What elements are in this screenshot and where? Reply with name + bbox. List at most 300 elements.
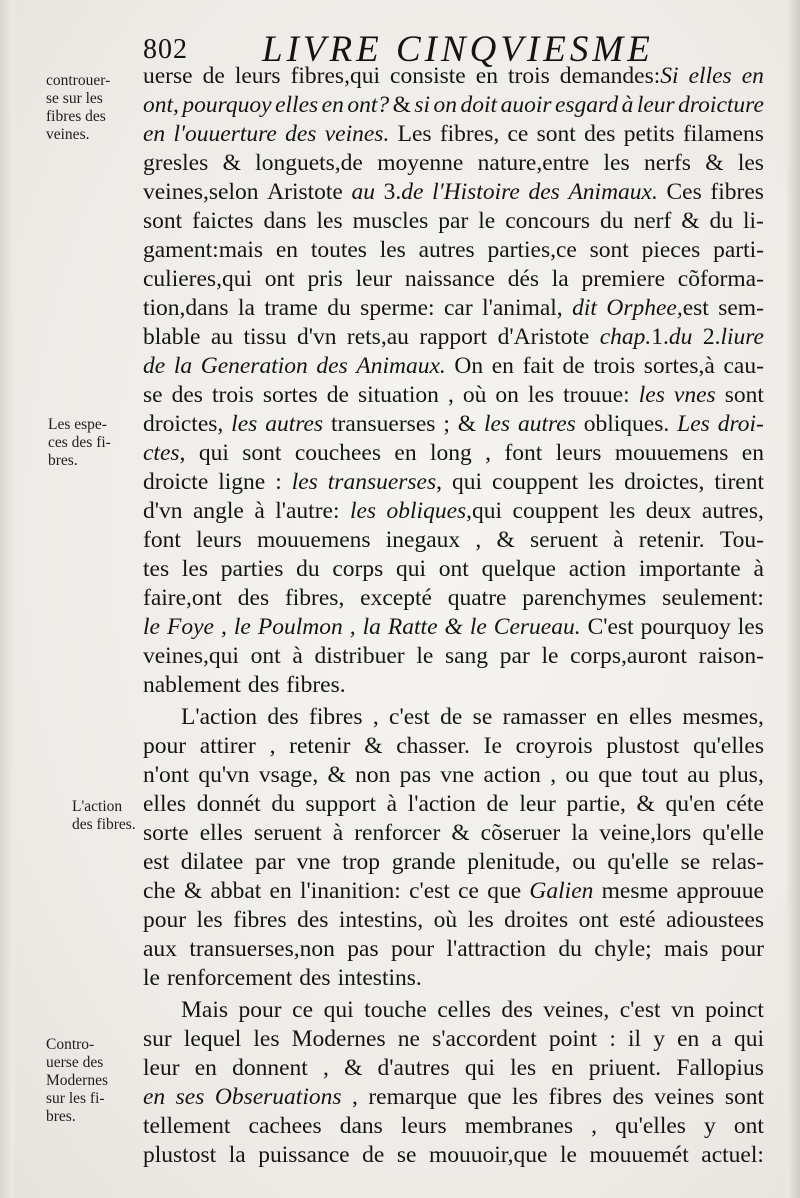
- word-fragment: du: [600, 208, 624, 234]
- word: [639, 381, 665, 409]
- word-fragment: qu'vn: [198, 762, 250, 788]
- word: [356, 265, 393, 293]
- word-fragment: les: [467, 907, 494, 933]
- word: [430, 439, 472, 467]
- word-fragment: remarque: [368, 1084, 458, 1110]
- word-fragment: sortes,à: [643, 353, 715, 379]
- word: [339, 906, 423, 934]
- word-fragment: parenchymes: [522, 585, 647, 611]
- word: [322, 91, 344, 119]
- word: [550, 761, 556, 789]
- word-fragment: des: [528, 179, 560, 205]
- word-fragment: qui: [733, 1026, 764, 1052]
- word-fragment: cõseruer: [480, 820, 561, 846]
- word: [440, 761, 474, 789]
- word-fragment: les: [196, 907, 223, 933]
- word: [300, 877, 401, 905]
- text-line: [143, 497, 764, 525]
- word: [713, 236, 764, 264]
- word: [607, 848, 669, 876]
- word-fragment: du: [296, 556, 320, 582]
- word: [193, 497, 244, 525]
- text-line: [143, 468, 764, 496]
- word: [484, 410, 510, 438]
- word-fragment: transuerses: [327, 469, 437, 495]
- word-fragment: sem-: [718, 295, 764, 321]
- word: [347, 323, 409, 351]
- word: [275, 468, 282, 496]
- word: [567, 790, 626, 818]
- word-fragment: Ratte: [387, 614, 438, 640]
- word: [270, 877, 292, 905]
- word: [267, 703, 298, 731]
- word-fragment: les: [231, 411, 258, 437]
- word-fragment: dés: [507, 266, 540, 292]
- word: [599, 819, 691, 847]
- word: [263, 207, 306, 235]
- word-fragment: elles: [275, 92, 319, 118]
- word-fragment: droites: [504, 907, 569, 933]
- word-fragment: cachees: [248, 1113, 322, 1139]
- word: [255, 848, 285, 876]
- word: [143, 935, 177, 963]
- word: [671, 996, 695, 1024]
- word-fragment: en: [194, 1055, 217, 1081]
- word-fragment: les: [291, 469, 318, 495]
- word: [143, 62, 193, 90]
- word: [478, 207, 495, 235]
- word-fragment: Ie: [483, 733, 502, 759]
- word-fragment: intestins,: [338, 907, 424, 933]
- word-fragment: plustost: [606, 733, 680, 759]
- word-fragment: filamens: [682, 121, 764, 147]
- word: [215, 1083, 342, 1111]
- word: [143, 294, 229, 322]
- word: [229, 1141, 246, 1169]
- word: [333, 819, 343, 847]
- word-fragment: autres,: [701, 498, 764, 524]
- word: [380, 236, 406, 264]
- text-line: [143, 1054, 764, 1082]
- word: [734, 1025, 764, 1053]
- word: [478, 149, 590, 177]
- word-fragment: leurs: [555, 440, 602, 466]
- word: [323, 1054, 329, 1082]
- word: [212, 381, 254, 409]
- word: [419, 323, 487, 351]
- word: [210, 877, 261, 905]
- word: [292, 1025, 386, 1053]
- word-fragment: &: [364, 733, 383, 759]
- word: [396, 732, 470, 760]
- text-line: [143, 1112, 764, 1140]
- word-fragment: par: [438, 208, 469, 234]
- word: [292, 996, 313, 1024]
- word-fragment: ont: [264, 266, 295, 292]
- word: [197, 790, 261, 818]
- word-fragment: la: [237, 295, 255, 321]
- word: [724, 352, 764, 380]
- word: [340, 1112, 383, 1140]
- margin-note-line: controuer-: [46, 72, 111, 89]
- word-fragment: seruent: [529, 527, 598, 553]
- text-line: [143, 381, 764, 409]
- word-fragment: nerf: [633, 208, 672, 234]
- word: [291, 62, 380, 90]
- word-fragment: à: [753, 556, 764, 582]
- text-line: [143, 1141, 764, 1169]
- word: [195, 1054, 217, 1082]
- word: [143, 178, 259, 206]
- word: [565, 761, 589, 789]
- word-fragment: corps: [332, 556, 384, 582]
- word-fragment: qui: [323, 997, 354, 1023]
- margin-note-line: Les espe-: [48, 416, 107, 433]
- word-fragment: chasser.: [396, 733, 470, 759]
- word-fragment: ont: [250, 643, 281, 669]
- word-fragment: grande: [391, 849, 456, 875]
- word-fragment: ne: [397, 1026, 420, 1052]
- word: [676, 877, 763, 905]
- word: [434, 91, 458, 119]
- word: [699, 642, 764, 670]
- word-fragment: ou: [565, 762, 589, 788]
- word: [549, 1025, 597, 1053]
- word-fragment: a: [711, 1026, 722, 1052]
- word: [311, 236, 367, 264]
- word-fragment: leur: [636, 92, 675, 118]
- word: [297, 848, 331, 876]
- word-fragment: mouuemens: [256, 527, 371, 553]
- word: [579, 906, 609, 934]
- word: [703, 323, 764, 351]
- word-fragment: couppent: [512, 498, 599, 524]
- word-fragment: le: [560, 1142, 577, 1168]
- word-fragment: les: [609, 498, 636, 524]
- text-line: [143, 120, 764, 148]
- word: [604, 149, 630, 177]
- word: [702, 819, 764, 847]
- word-fragment: qu'elles: [615, 1113, 686, 1139]
- word-fragment: veines,selon: [143, 179, 259, 205]
- word-fragment: droicture: [678, 92, 764, 118]
- word: [678, 91, 764, 119]
- word: [347, 935, 378, 963]
- word-fragment: &: [222, 150, 241, 176]
- word: [448, 381, 454, 409]
- word-fragment: les: [316, 208, 343, 234]
- word: [143, 410, 223, 438]
- word: [396, 555, 426, 583]
- word-fragment: ,: [475, 527, 482, 553]
- word: [629, 703, 672, 731]
- word-fragment: pris: [307, 266, 343, 292]
- word: [508, 265, 539, 293]
- word: [285, 120, 316, 148]
- word: [342, 848, 380, 876]
- word-fragment: sont: [589, 237, 629, 263]
- word-fragment: du: [271, 791, 295, 817]
- word: [463, 381, 487, 409]
- word-fragment: le: [478, 208, 496, 234]
- word-fragment: à: [332, 820, 344, 846]
- word-fragment: doit: [460, 92, 498, 118]
- word-fragment: plus,: [718, 762, 764, 788]
- word-fragment: li-: [743, 208, 764, 234]
- word-fragment: &: [457, 411, 477, 437]
- word-fragment: excepté: [360, 585, 432, 611]
- word: [327, 294, 351, 322]
- word-fragment: de: [143, 353, 166, 379]
- word-fragment: en: [394, 440, 417, 466]
- word-fragment: de: [401, 179, 424, 205]
- word-fragment: ,: [323, 1055, 329, 1081]
- word: [609, 1025, 616, 1053]
- word: [167, 613, 214, 641]
- word: [143, 381, 163, 409]
- word: [555, 91, 618, 119]
- word: [360, 584, 432, 612]
- word-fragment: trouue:: [563, 382, 630, 408]
- word: [234, 613, 251, 641]
- word-fragment: Les: [397, 121, 432, 147]
- word-fragment: ,: [447, 382, 454, 408]
- word-fragment: parties: [220, 556, 284, 582]
- word: [378, 1054, 450, 1082]
- word: [198, 761, 249, 789]
- word-fragment: fibres,: [284, 585, 345, 611]
- word-fragment: en: [143, 121, 166, 147]
- word: [352, 1083, 358, 1111]
- word: [718, 410, 764, 438]
- word-fragment: les: [181, 556, 208, 582]
- word: [738, 613, 764, 641]
- word-fragment: ont: [438, 556, 469, 582]
- word: [467, 848, 560, 876]
- word-fragment: sont: [724, 1084, 764, 1110]
- word: [143, 265, 252, 293]
- word: [143, 91, 179, 119]
- word: [637, 790, 655, 818]
- word-fragment: retenir: [289, 733, 351, 759]
- word-fragment: retenir.: [638, 527, 705, 553]
- word-fragment: action: [568, 556, 627, 582]
- word: [254, 497, 264, 525]
- word-fragment: s'accordent: [432, 1026, 537, 1052]
- word: [452, 468, 482, 496]
- word-fragment: adioustees: [666, 907, 764, 933]
- word: [233, 906, 287, 934]
- word-fragment: &: [451, 820, 470, 846]
- word: [143, 732, 186, 760]
- word: [176, 1083, 205, 1111]
- word-fragment: 3.: [383, 179, 402, 205]
- word: [432, 1025, 537, 1053]
- word: [143, 497, 182, 525]
- word: [181, 848, 244, 876]
- text-line: [143, 642, 764, 670]
- word: [588, 468, 614, 496]
- word-fragment: leurs: [234, 63, 281, 89]
- word-fragment: Foye: [166, 614, 214, 640]
- word: [394, 439, 416, 467]
- word: [721, 935, 764, 963]
- word-fragment: d'vn: [296, 324, 337, 350]
- word: [143, 1025, 172, 1053]
- word-fragment: uerse: [143, 63, 193, 89]
- word-fragment: point: [548, 1026, 598, 1052]
- word: [495, 381, 519, 409]
- word-fragment: la: [362, 614, 381, 640]
- word: [255, 149, 363, 177]
- word-fragment: donnét: [196, 791, 261, 817]
- word-fragment: L'action: [181, 704, 258, 730]
- word-fragment: chap.: [599, 324, 652, 350]
- word-fragment: :: [609, 1026, 616, 1052]
- word-fragment: trois: [593, 353, 636, 379]
- word: [397, 1141, 417, 1169]
- word: [622, 91, 634, 119]
- word-fragment: nablement: [143, 672, 241, 698]
- word: [251, 642, 281, 670]
- word: [598, 761, 632, 789]
- word: [704, 1112, 716, 1140]
- word-fragment: qui: [464, 1055, 495, 1081]
- word-fragment: du: [668, 324, 693, 350]
- word-fragment: tes: [143, 556, 170, 582]
- word: [613, 1083, 644, 1111]
- word-fragment: les: [379, 237, 406, 263]
- word: [596, 703, 618, 731]
- word: [681, 848, 701, 876]
- word-fragment: vn: [671, 997, 695, 1023]
- word: [368, 1083, 457, 1111]
- word: [593, 352, 635, 380]
- word: [676, 1054, 763, 1082]
- word: [249, 1112, 322, 1140]
- word: [248, 671, 279, 699]
- word-fragment: support: [305, 791, 376, 817]
- word-fragment: &: [392, 92, 411, 118]
- word-fragment: le: [416, 643, 434, 669]
- word-fragment: puissance: [258, 1142, 350, 1168]
- word: [682, 703, 764, 731]
- word-fragment: du: [558, 936, 582, 962]
- word: [384, 178, 424, 206]
- word-fragment: les: [527, 382, 555, 408]
- word: [485, 439, 491, 467]
- word: [572, 848, 596, 876]
- page-number: 802: [143, 34, 188, 65]
- word-fragment: cõforma-: [677, 266, 764, 292]
- word: [541, 642, 558, 670]
- text-line: [143, 584, 764, 612]
- word-fragment: de: [486, 791, 509, 817]
- word-fragment: sang: [444, 643, 489, 669]
- word-fragment: naissance: [404, 266, 495, 292]
- word: [642, 236, 701, 264]
- word-fragment: deux: [645, 498, 692, 524]
- word-fragment: :: [275, 469, 282, 495]
- word: [504, 906, 568, 934]
- word-fragment: partie,: [566, 791, 626, 817]
- word: [355, 761, 390, 789]
- word: [662, 584, 764, 612]
- word-fragment: membranes: [464, 1113, 574, 1139]
- word-fragment: autres: [517, 411, 576, 437]
- margin-note-line: bres.: [48, 452, 78, 469]
- word-fragment: trame: [264, 295, 318, 321]
- word-fragment: à: [613, 527, 624, 553]
- word-fragment: mesme: [601, 878, 669, 904]
- word-fragment: consiste: [390, 63, 466, 89]
- word: [243, 323, 286, 351]
- word-fragment: autres: [418, 237, 475, 263]
- word: [364, 996, 427, 1024]
- word-fragment: leur: [519, 791, 556, 817]
- word-fragment: l'ouuerture: [173, 121, 277, 147]
- word-fragment: importante: [638, 556, 741, 582]
- word-fragment: en: [551, 1055, 574, 1081]
- margin-note-line: ces des fi-: [48, 434, 111, 451]
- word: [143, 848, 169, 876]
- word: [393, 91, 411, 119]
- word-fragment: dans: [339, 1113, 383, 1139]
- word: [726, 790, 764, 818]
- word: [377, 149, 463, 177]
- word-fragment: le: [469, 614, 487, 640]
- word-fragment: ,: [351, 1084, 358, 1110]
- text-line: [143, 236, 764, 264]
- word: [289, 732, 350, 760]
- word-fragment: Tou-: [719, 527, 764, 553]
- word-fragment: mouuemens: [614, 440, 729, 466]
- word: [350, 497, 376, 525]
- word-fragment: demandes:: [559, 63, 661, 89]
- word-fragment: approuue: [676, 878, 764, 904]
- word: [468, 1083, 502, 1111]
- word-fragment: vne: [296, 849, 331, 875]
- word: [221, 555, 284, 583]
- word-fragment: cau-: [723, 353, 764, 379]
- word: [500, 642, 530, 670]
- word-fragment: l'action: [407, 791, 476, 817]
- word-fragment: culieres,qui: [143, 266, 252, 292]
- word-fragment: tissu: [243, 324, 287, 350]
- word: [285, 584, 344, 612]
- word-fragment: pour: [720, 936, 764, 962]
- word: [409, 877, 450, 905]
- text-line: [143, 1025, 764, 1053]
- word-fragment: seulement:: [662, 585, 764, 611]
- word: [143, 555, 169, 583]
- word-fragment: Generation: [200, 353, 308, 379]
- text-line: [143, 732, 764, 760]
- word-fragment: le: [541, 643, 559, 669]
- word: [184, 877, 202, 905]
- word: [600, 323, 693, 351]
- word-fragment: transuerses: [330, 411, 436, 437]
- word-fragment: l'Histoire: [432, 179, 520, 205]
- word: [270, 732, 276, 760]
- word: [143, 790, 186, 818]
- word-fragment: d'Aristote: [497, 324, 590, 350]
- word-fragment: fibres: [309, 704, 363, 730]
- word: [305, 790, 376, 818]
- word: [615, 1112, 686, 1140]
- word: [389, 703, 430, 731]
- word-fragment: sur: [143, 1026, 172, 1052]
